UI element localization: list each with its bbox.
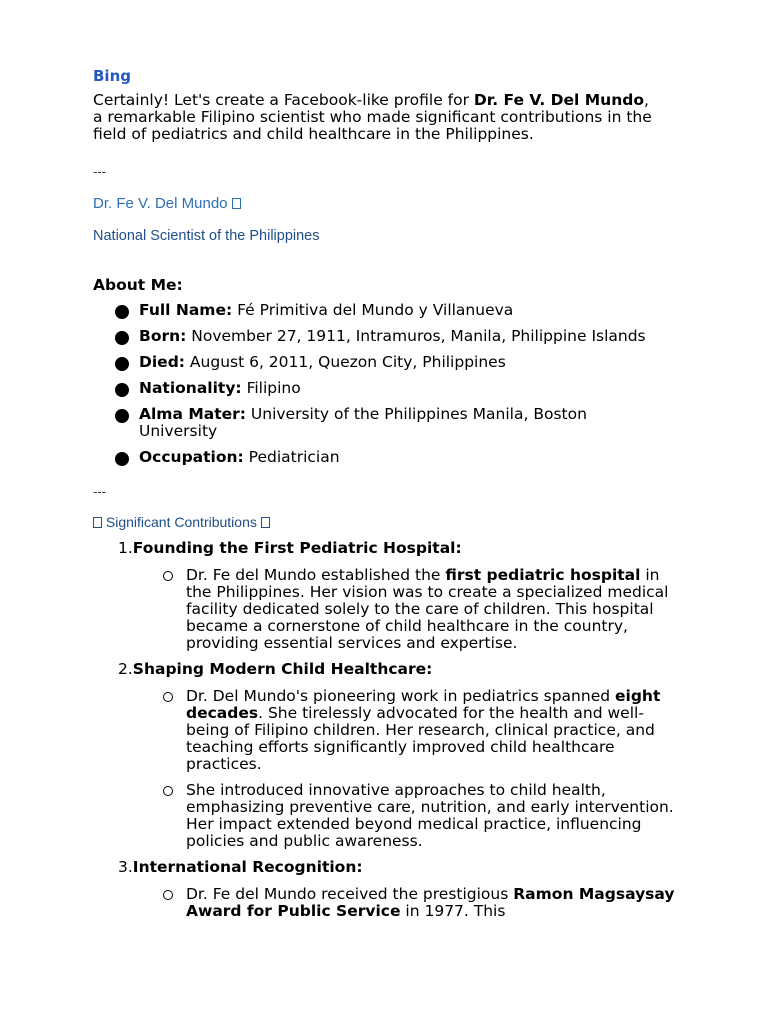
about-item bbox=[112, 406, 652, 440]
about-item-label: Died: bbox=[139, 353, 185, 371]
bullet-text: Dr. Fe del Mundo established the bbox=[186, 566, 446, 584]
about-list bbox=[112, 302, 652, 475]
glyph-box-icon bbox=[232, 198, 241, 209]
glyph-box-icon bbox=[261, 517, 270, 528]
contribution-item bbox=[118, 859, 678, 920]
circle-bullet-icon bbox=[163, 692, 173, 702]
about-item-label: Nationality: bbox=[139, 379, 242, 397]
circle-bullet-icon bbox=[163, 890, 173, 900]
circle-bullet-icon bbox=[163, 571, 173, 581]
about-item bbox=[112, 380, 652, 397]
separator-2: --- bbox=[93, 485, 106, 499]
contribution-number: 1. bbox=[118, 539, 133, 557]
circle-bullet-icon bbox=[163, 786, 173, 796]
bullet-text-bold: first pediatric hospital bbox=[445, 566, 641, 584]
contribution-title: Founding the First Pediatric Hospital: bbox=[132, 539, 462, 557]
contribution-item bbox=[118, 540, 678, 652]
contribution-number: 2. bbox=[118, 660, 133, 678]
separator-1: --- bbox=[93, 165, 106, 179]
bullet-dot-icon bbox=[115, 305, 129, 319]
bullet-text: . She tirelessly advocated for the health and well-being of Filipino children. Her research, clinical practice, and teaching efforts significantly improved child healthcare practices. bbox=[186, 704, 655, 773]
contribution-title: Shaping Modern Child Healthcare: bbox=[132, 660, 433, 678]
about-item bbox=[112, 449, 652, 466]
profile-heading-text: Dr. Fe V. Del Mundo bbox=[93, 195, 228, 212]
intro-name-bold: Dr. Fe V. Del Mundo bbox=[473, 91, 644, 109]
contribution-number: 3. bbox=[118, 858, 133, 876]
about-item-label: Born: bbox=[139, 327, 187, 345]
bullet-text: in the Philippines. Her vision was to create a specialized medical facility dedicated solely to the care of children. This hospital became a cornerstone of child healthcare in the country, providing essential services and expertise. bbox=[186, 566, 669, 652]
bullet-dot-icon bbox=[115, 452, 129, 466]
bullet-text: She introduced innovative approaches to child health, emphasizing preventive care, nutrition, and early intervention. Her impact extended beyond medical practice, influencing policies and public awareness. bbox=[186, 781, 674, 850]
bullet-text-bold: eight decades bbox=[186, 687, 661, 722]
intro-text-before: Certainly! Let's create a Facebook-like profile for bbox=[93, 91, 474, 109]
bullet-dot-icon bbox=[115, 357, 129, 371]
contribution-heading bbox=[118, 540, 678, 557]
contribution-item bbox=[118, 661, 678, 850]
about-item-value: August 6, 2011, Quezon City, Philippines bbox=[185, 353, 506, 371]
bullet-dot-icon bbox=[115, 331, 129, 345]
contribution-bullets bbox=[161, 567, 678, 652]
contributions-list bbox=[118, 540, 678, 929]
contributions-heading-text: Significant Contributions bbox=[105, 514, 257, 530]
sender-label: Bing bbox=[93, 67, 131, 85]
bullet-text: Dr. Fe del Mundo received the prestigious bbox=[186, 885, 514, 903]
intro-paragraph bbox=[93, 92, 663, 143]
about-item bbox=[112, 328, 652, 345]
about-title: About Me: bbox=[93, 276, 183, 294]
about-item-value: Pediatrician bbox=[243, 448, 340, 466]
about-item bbox=[112, 302, 652, 319]
bullet-text-bold: Ramon Magsaysay Award for Public Service bbox=[186, 885, 675, 920]
about-item-label: Occupation: bbox=[139, 448, 244, 466]
contribution-heading bbox=[118, 661, 678, 678]
contribution-bullet bbox=[161, 782, 678, 850]
profile-heading[interactable] bbox=[93, 195, 241, 212]
about-item-value: Fé Primitiva del Mundo y Villanueva bbox=[232, 301, 514, 319]
bullet-dot-icon bbox=[115, 383, 129, 397]
about-item-value: November 27, 1911, Intramuros, Manila, Philippine Islands bbox=[186, 327, 646, 345]
contribution-heading bbox=[118, 859, 678, 876]
profile-subheading: National Scientist of the Philippines bbox=[93, 228, 320, 244]
bullet-text: in 1977. This bbox=[400, 902, 506, 920]
contribution-bullets bbox=[161, 886, 678, 920]
bullet-dot-icon bbox=[115, 409, 129, 423]
intro-text-after: , a remarkable Filipino scientist who made significant contributions in the field of pediatrics and child healthcare in the Philippines. bbox=[93, 91, 652, 143]
contributions-heading[interactable] bbox=[93, 514, 270, 530]
contribution-bullet bbox=[161, 886, 678, 920]
about-item-value: Filipino bbox=[241, 379, 301, 397]
about-item-value: University of the Philippines Manila, Boston University bbox=[139, 405, 587, 440]
about-item bbox=[112, 354, 652, 371]
bullet-text: Dr. Del Mundo's pioneering work in pediatrics spanned bbox=[186, 687, 615, 705]
glyph-box-icon bbox=[93, 517, 102, 528]
contribution-bullets bbox=[161, 688, 678, 850]
contribution-title: International Recognition: bbox=[132, 858, 363, 876]
about-item-label: Alma Mater: bbox=[139, 405, 246, 423]
about-item-label: Full Name: bbox=[139, 301, 233, 319]
contribution-bullet bbox=[161, 567, 678, 652]
contribution-bullet bbox=[161, 688, 678, 773]
